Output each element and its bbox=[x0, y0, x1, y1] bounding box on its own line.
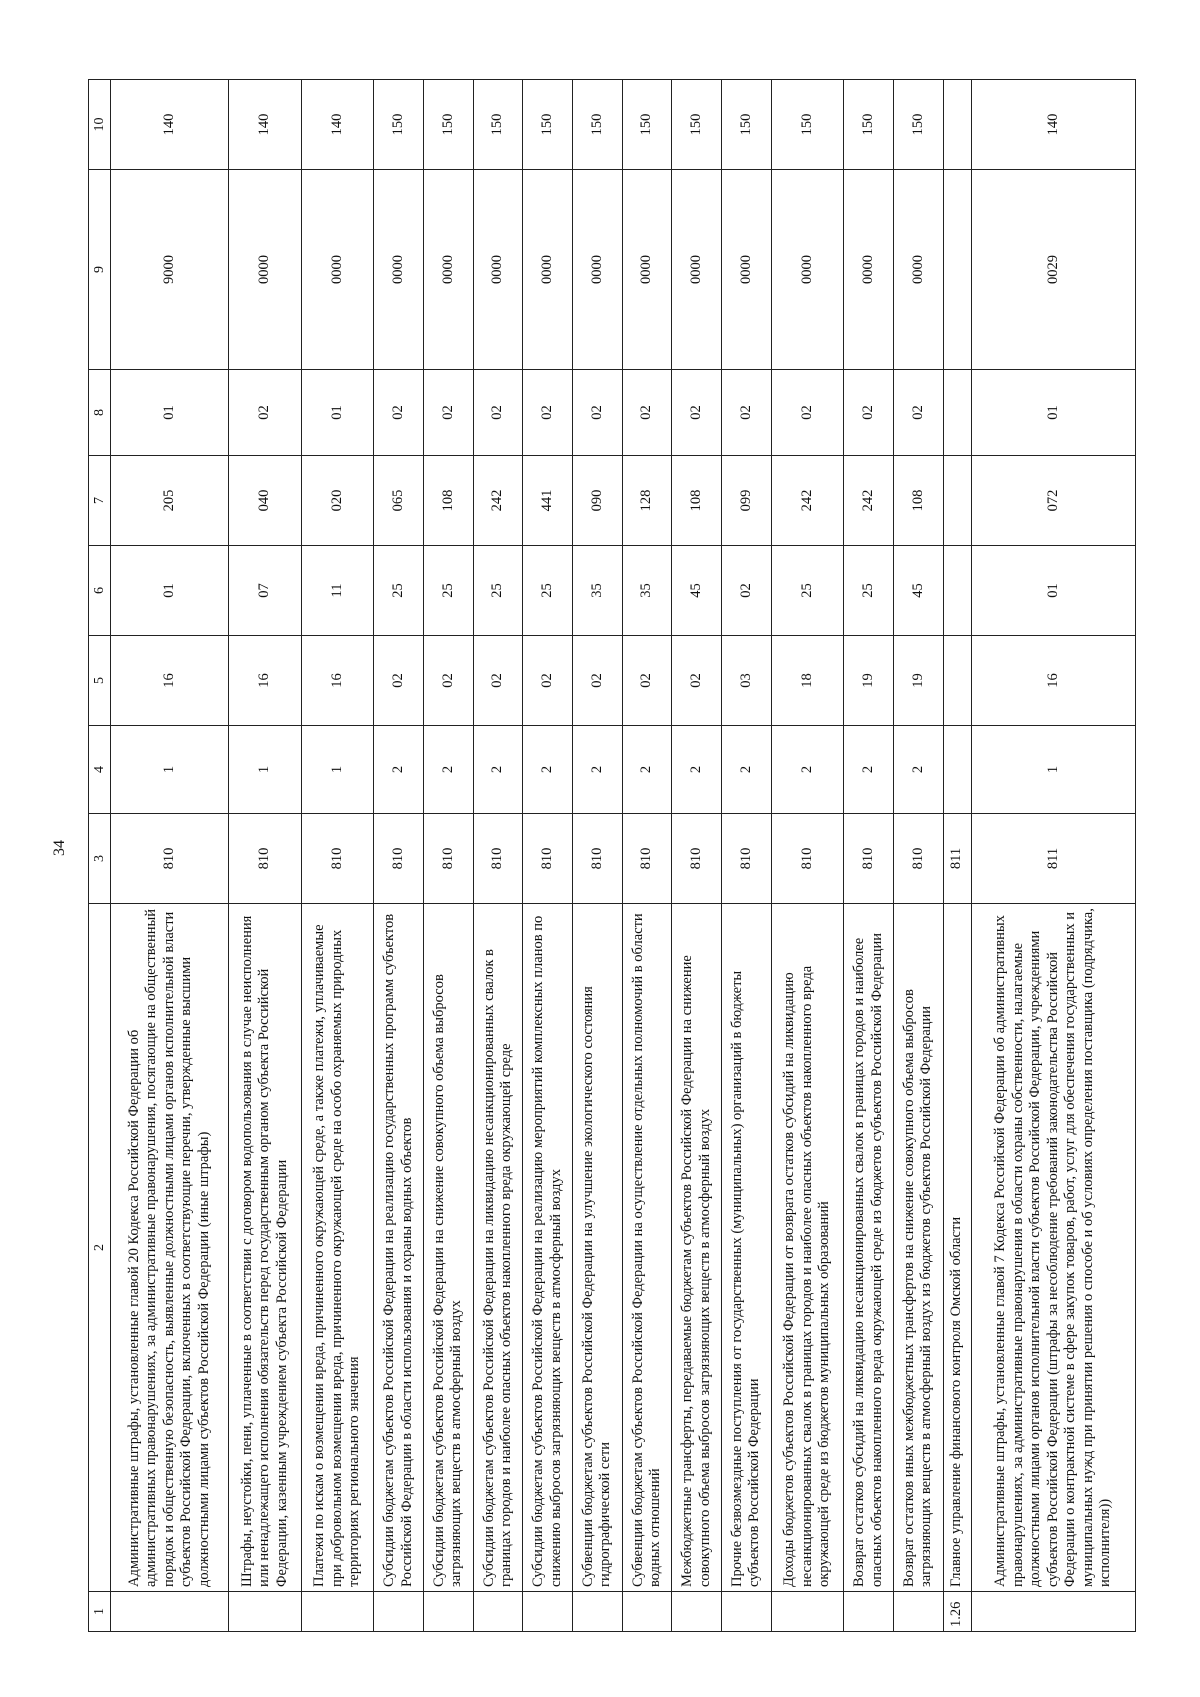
article-code-cell: 01 bbox=[111, 546, 229, 636]
header-row bbox=[89, 80, 111, 1632]
kosgu-code-cell bbox=[943, 80, 971, 170]
group-code-cell: 1 bbox=[229, 726, 302, 814]
column-header-10: 10 bbox=[89, 80, 111, 170]
program-code-cell: 0000 bbox=[229, 170, 302, 370]
table-row bbox=[844, 80, 894, 1632]
program-code-cell: 0000 bbox=[374, 170, 424, 370]
subarticle-code-cell: 128 bbox=[622, 456, 672, 546]
element-code-cell: 01 bbox=[971, 370, 1135, 456]
column-header-6: 6 bbox=[89, 546, 111, 636]
admin-code-cell: 810 bbox=[844, 814, 894, 904]
program-code-cell: 0000 bbox=[473, 170, 523, 370]
subgroup-code-cell: 16 bbox=[229, 636, 302, 726]
table-row bbox=[672, 80, 722, 1632]
subarticle-code-cell: 072 bbox=[971, 456, 1135, 546]
table-row bbox=[424, 80, 474, 1632]
article-code-cell: 25 bbox=[523, 546, 573, 636]
program-code-cell: 9000 bbox=[111, 170, 229, 370]
column-header-8: 8 bbox=[89, 370, 111, 456]
kosgu-code-cell: 150 bbox=[844, 80, 894, 170]
subgroup-code-cell: 16 bbox=[971, 636, 1135, 726]
program-code-cell: 0000 bbox=[523, 170, 573, 370]
row-number-cell bbox=[111, 1592, 229, 1632]
subarticle-code-cell: 242 bbox=[473, 456, 523, 546]
kosgu-code-cell: 140 bbox=[301, 80, 374, 170]
kosgu-code-cell: 140 bbox=[971, 80, 1135, 170]
column-header-9: 9 bbox=[89, 170, 111, 370]
column-header-1: 1 bbox=[89, 1592, 111, 1632]
row-number-cell bbox=[971, 1592, 1135, 1632]
table-row bbox=[722, 80, 772, 1632]
element-code-cell: 02 bbox=[622, 370, 672, 456]
table-body bbox=[111, 80, 1136, 1632]
group-code-cell: 2 bbox=[771, 726, 844, 814]
kosgu-code-cell: 150 bbox=[622, 80, 672, 170]
element-code-cell: 02 bbox=[424, 370, 474, 456]
column-header-5: 5 bbox=[89, 636, 111, 726]
subgroup-code-cell: 02 bbox=[672, 636, 722, 726]
row-number-cell bbox=[672, 1592, 722, 1632]
program-code-cell bbox=[943, 170, 971, 370]
element-code-cell: 01 bbox=[301, 370, 374, 456]
subgroup-code-cell: 19 bbox=[894, 636, 944, 726]
group-code-cell: 2 bbox=[672, 726, 722, 814]
rotated-sheet bbox=[88, 80, 1136, 1632]
kosgu-code-cell: 150 bbox=[672, 80, 722, 170]
table-row bbox=[894, 80, 944, 1632]
article-code-cell: 45 bbox=[894, 546, 944, 636]
description-cell: Субсидии бюджетам субъектов Российской Федерации на снижение совокупного объема выбросов загрязняющих веществ в атмосферный воздух bbox=[424, 904, 474, 1592]
article-code-cell: 25 bbox=[374, 546, 424, 636]
article-code-cell: 25 bbox=[771, 546, 844, 636]
page-number: 34 bbox=[51, 840, 68, 856]
group-code-cell: 2 bbox=[722, 726, 772, 814]
kosgu-code-cell: 140 bbox=[111, 80, 229, 170]
group-code-cell: 2 bbox=[424, 726, 474, 814]
column-header-2: 2 bbox=[89, 904, 111, 1592]
program-code-cell: 0000 bbox=[771, 170, 844, 370]
row-number-cell bbox=[722, 1592, 772, 1632]
program-code-cell: 0000 bbox=[844, 170, 894, 370]
program-code-cell: 0000 bbox=[672, 170, 722, 370]
description-cell: Административные штрафы, установленные главой 7 Кодекса Российской Федерации об административных правонарушениях, за административные правонарушения в области охраны собственности, налагаемые должностными лицами органов исполнительной власти субъектов Российской Федерации, учреждениями субъектов Российской Федерации (штрафы за несоблюдение требований законодательства Российской Федерации о контрактной системе в сфере закупок товаров, работ, услуг для обеспечения государственных и муниципальных нужд при принятии решения о способе и об условиях определения поставщика (подрядчика, исполнителя)) bbox=[971, 904, 1135, 1592]
description-cell: Субсидии бюджетам субъектов Российской Федерации на реализацию государственных программ субъектов Российской Федерации в области использования и охраны водных объектов bbox=[374, 904, 424, 1592]
description-cell: Субвенции бюджетам субъектов Российской Федерации на осуществление отдельных полномочий в области водных отношений bbox=[622, 904, 672, 1592]
article-code-cell: 25 bbox=[844, 546, 894, 636]
element-code-cell: 01 bbox=[111, 370, 229, 456]
column-header-4: 4 bbox=[89, 726, 111, 814]
subgroup-code-cell: 03 bbox=[722, 636, 772, 726]
description-cell: Прочие безвозмездные поступления от государственных (муниципальных) организаций в бюджеты субъектов Российской Федерации bbox=[722, 904, 772, 1592]
admin-code-cell: 810 bbox=[573, 814, 623, 904]
column-header-3: 3 bbox=[89, 814, 111, 904]
row-number-cell bbox=[424, 1592, 474, 1632]
subgroup-code-cell: 02 bbox=[573, 636, 623, 726]
kosgu-code-cell: 150 bbox=[424, 80, 474, 170]
subgroup-code-cell: 02 bbox=[374, 636, 424, 726]
table-row bbox=[622, 80, 672, 1632]
article-code-cell: 45 bbox=[672, 546, 722, 636]
kosgu-code-cell: 150 bbox=[473, 80, 523, 170]
row-number-cell bbox=[844, 1592, 894, 1632]
description-cell: Возврат остатков иных межбюджетных трансфертов на снижение совокупного объема выбросов загрязняющих веществ в атмосферный воздух из бюджетов субъектов Российской Федерации bbox=[894, 904, 944, 1592]
group-code-cell: 2 bbox=[374, 726, 424, 814]
group-code-cell: 1 bbox=[111, 726, 229, 814]
subarticle-code-cell: 090 bbox=[573, 456, 623, 546]
subgroup-code-cell: 16 bbox=[301, 636, 374, 726]
subgroup-code-cell bbox=[943, 636, 971, 726]
description-cell: Субвенции бюджетам субъектов Российской Федерации на улучшение экологического состояния гидрографической сети bbox=[573, 904, 623, 1592]
article-code-cell: 35 bbox=[573, 546, 623, 636]
row-number-cell bbox=[473, 1592, 523, 1632]
row-number-cell bbox=[573, 1592, 623, 1632]
element-code-cell: 02 bbox=[894, 370, 944, 456]
article-code-cell bbox=[943, 546, 971, 636]
group-code-cell: 2 bbox=[622, 726, 672, 814]
admin-code-cell: 810 bbox=[473, 814, 523, 904]
group-code-cell: 2 bbox=[523, 726, 573, 814]
element-code-cell: 02 bbox=[523, 370, 573, 456]
program-code-cell: 0000 bbox=[622, 170, 672, 370]
group-code-cell: 1 bbox=[971, 726, 1135, 814]
subarticle-code-cell: 242 bbox=[844, 456, 894, 546]
subgroup-code-cell: 02 bbox=[622, 636, 672, 726]
program-code-cell: 0000 bbox=[424, 170, 474, 370]
kosgu-code-cell: 150 bbox=[894, 80, 944, 170]
article-code-cell: 07 bbox=[229, 546, 302, 636]
admin-code-cell: 810 bbox=[894, 814, 944, 904]
program-code-cell: 0000 bbox=[722, 170, 772, 370]
program-code-cell: 0000 bbox=[301, 170, 374, 370]
kosgu-code-cell: 140 bbox=[229, 80, 302, 170]
description-cell: Межбюджетные трансферты, передаваемые бюджетам субъектов Российской Федерации на снижение совокупного объема выбросов загрязняющих веществ в атмосферный воздух bbox=[672, 904, 722, 1592]
group-code-cell: 2 bbox=[573, 726, 623, 814]
article-code-cell: 25 bbox=[473, 546, 523, 636]
subgroup-code-cell: 02 bbox=[473, 636, 523, 726]
admin-code-cell: 811 bbox=[943, 814, 971, 904]
subarticle-code-cell: 108 bbox=[894, 456, 944, 546]
kosgu-code-cell: 150 bbox=[771, 80, 844, 170]
subarticle-code-cell: 099 bbox=[722, 456, 772, 546]
article-code-cell: 25 bbox=[424, 546, 474, 636]
subarticle-code-cell: 020 bbox=[301, 456, 374, 546]
description-cell: Субсидии бюджетам субъектов Российской Федерации на ликвидацию несанкционированных свалок в границах городов и наиболее опасных объектов накопленного вреда окружающей среде bbox=[473, 904, 523, 1592]
article-code-cell: 02 bbox=[722, 546, 772, 636]
element-code-cell: 02 bbox=[722, 370, 772, 456]
admin-code-cell: 810 bbox=[771, 814, 844, 904]
article-code-cell: 11 bbox=[301, 546, 374, 636]
kosgu-code-cell: 150 bbox=[573, 80, 623, 170]
admin-code-cell: 810 bbox=[672, 814, 722, 904]
admin-code-cell: 810 bbox=[622, 814, 672, 904]
group-code-cell: 2 bbox=[894, 726, 944, 814]
budget-classification-table bbox=[88, 79, 1136, 1632]
subarticle-code-cell: 108 bbox=[672, 456, 722, 546]
row-number-cell bbox=[523, 1592, 573, 1632]
table-row bbox=[971, 80, 1135, 1632]
admin-code-cell: 810 bbox=[722, 814, 772, 904]
admin-code-cell: 810 bbox=[301, 814, 374, 904]
subgroup-code-cell: 02 bbox=[424, 636, 474, 726]
row-number-cell bbox=[894, 1592, 944, 1632]
subarticle-code-cell: 441 bbox=[523, 456, 573, 546]
group-code-cell: 2 bbox=[844, 726, 894, 814]
description-cell: Доходы бюджетов субъектов Российской Федерации от возврата остатков субсидий на ликвидацию несанкционированных свалок в границах городов и наиболее опасных объектов накопленного вреда окружающей среде из бюджетов муниципальных образований bbox=[771, 904, 844, 1592]
subarticle-code-cell: 065 bbox=[374, 456, 424, 546]
subarticle-code-cell bbox=[943, 456, 971, 546]
table-row bbox=[573, 80, 623, 1632]
kosgu-code-cell: 150 bbox=[523, 80, 573, 170]
table-row bbox=[374, 80, 424, 1632]
subgroup-code-cell: 18 bbox=[771, 636, 844, 726]
group-code-cell: 2 bbox=[473, 726, 523, 814]
row-number-cell bbox=[229, 1592, 302, 1632]
row-number-cell bbox=[301, 1592, 374, 1632]
admin-code-cell: 810 bbox=[374, 814, 424, 904]
kosgu-code-cell: 150 bbox=[374, 80, 424, 170]
subgroup-code-cell: 02 bbox=[523, 636, 573, 726]
table-row bbox=[523, 80, 573, 1632]
row-number-cell bbox=[771, 1592, 844, 1632]
article-code-cell: 01 bbox=[971, 546, 1135, 636]
subgroup-code-cell: 16 bbox=[111, 636, 229, 726]
element-code-cell: 02 bbox=[229, 370, 302, 456]
description-cell: Штрафы, неустойки, пени, уплаченные в соответствии с договором водопользования в случае неисполнения или ненадлежащего исполнения обязательств перед государственным органом субъекта Российской Федерации, казенным учреждением субъекта Российской Федерации bbox=[229, 904, 302, 1592]
subarticle-code-cell: 205 bbox=[111, 456, 229, 546]
program-code-cell: 0029 bbox=[971, 170, 1135, 370]
subarticle-code-cell: 040 bbox=[229, 456, 302, 546]
description-cell: Платежи по искам о возмещении вреда, причиненного окружающей среде, а также платежи, уплачиваемые при добровольном возмещении вреда, причиненного окружающей среде на особо охраняемых природных территориях регионального значения bbox=[301, 904, 374, 1592]
description-cell: Субсидии бюджетам субъектов Российской Федерации на реализацию мероприятий комплексных планов по снижению выбросов загрязняющих веществ в атмосферный воздух bbox=[523, 904, 573, 1592]
row-number-cell bbox=[622, 1592, 672, 1632]
program-code-cell: 0000 bbox=[894, 170, 944, 370]
row-number-cell bbox=[374, 1592, 424, 1632]
subgroup-code-cell: 19 bbox=[844, 636, 894, 726]
subarticle-code-cell: 108 bbox=[424, 456, 474, 546]
subarticle-code-cell: 242 bbox=[771, 456, 844, 546]
admin-code-cell: 811 bbox=[971, 814, 1135, 904]
group-code-cell: 1 bbox=[301, 726, 374, 814]
admin-code-cell: 810 bbox=[229, 814, 302, 904]
element-code-cell: 02 bbox=[844, 370, 894, 456]
element-code-cell: 02 bbox=[672, 370, 722, 456]
element-code-cell: 02 bbox=[771, 370, 844, 456]
element-code-cell: 02 bbox=[374, 370, 424, 456]
group-code-cell bbox=[943, 726, 971, 814]
table-row bbox=[111, 80, 229, 1632]
element-code-cell: 02 bbox=[473, 370, 523, 456]
section-header-row bbox=[943, 80, 971, 1632]
admin-code-cell: 810 bbox=[523, 814, 573, 904]
table-row bbox=[229, 80, 302, 1632]
description-cell: Возврат остатков субсидий на ликвидацию несанкционированных свалок в границах городов и наиболее опасных объектов накопленного вреда окружающей среде из бюджетов субъектов Российской Федерации bbox=[844, 904, 894, 1592]
table-row bbox=[473, 80, 523, 1632]
kosgu-code-cell: 150 bbox=[722, 80, 772, 170]
admin-code-cell: 810 bbox=[424, 814, 474, 904]
description-cell: Главное управление финансового контроля Омской области bbox=[943, 904, 971, 1592]
element-code-cell: 02 bbox=[573, 370, 623, 456]
admin-code-cell: 810 bbox=[111, 814, 229, 904]
article-code-cell: 35 bbox=[622, 546, 672, 636]
table-row bbox=[301, 80, 374, 1632]
element-code-cell bbox=[943, 370, 971, 456]
description-cell: Административные штрафы, установленные главой 20 Кодекса Российской Федерации об административных правонарушениях, за административные правонарушения, посягающие на общественный порядок и общественную безопасность, выявленные должностными лицами органов исполнительной власти субъектов Российской Федерации, включенных в соответствующие перечни, утвержденные высшими должностными лицами субъектов Российской Федерации (иные штрафы) bbox=[111, 904, 229, 1592]
row-number-cell: 1.26 bbox=[943, 1592, 971, 1632]
program-code-cell: 0000 bbox=[573, 170, 623, 370]
column-header-7: 7 bbox=[89, 456, 111, 546]
table-row bbox=[771, 80, 844, 1632]
